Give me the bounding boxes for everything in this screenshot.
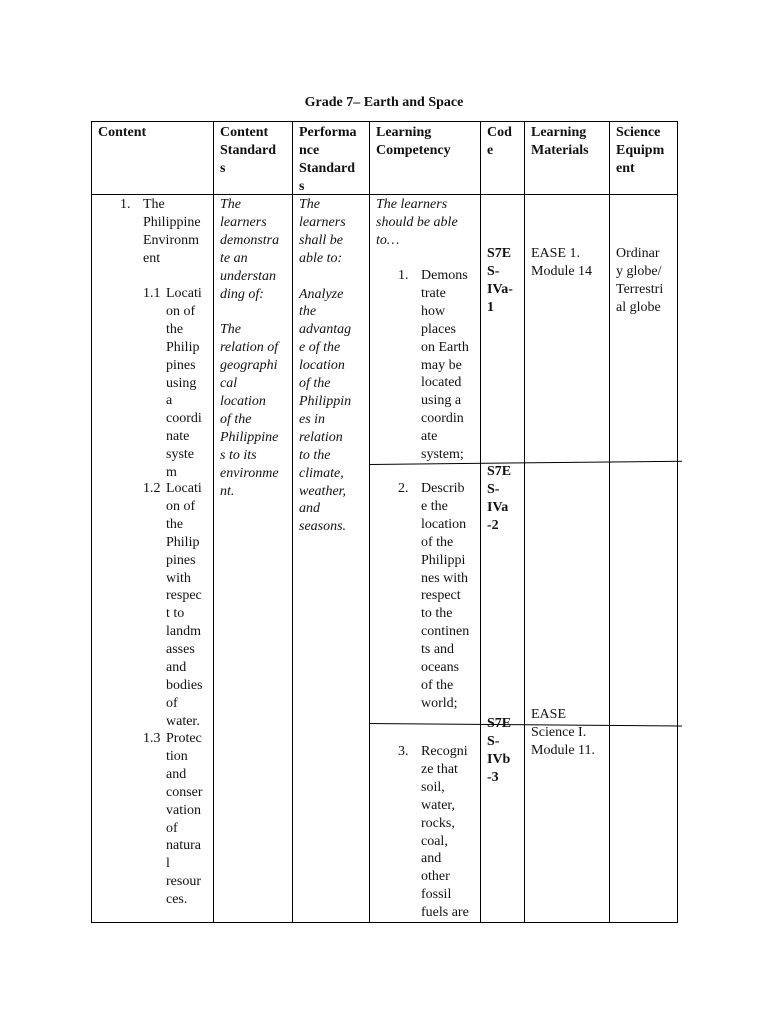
text-line: Science I.: [531, 724, 587, 740]
text-line: Philippi: [421, 552, 466, 568]
text-line: continen: [421, 624, 470, 640]
page-title: Grade 7– Earth and Space: [304, 95, 464, 110]
header-code: [487, 124, 512, 160]
text-line: fossil: [421, 887, 452, 903]
text-line: fuels are: [421, 905, 469, 921]
text-line: resour: [166, 874, 201, 890]
text-line: of the: [421, 534, 454, 550]
competency-item-describe: [421, 480, 469, 713]
text-line: The: [220, 197, 241, 212]
text-line: al globe: [616, 299, 661, 315]
text-line: S-: [487, 733, 500, 749]
text-line: and: [166, 766, 187, 782]
text-line: The learners: [376, 197, 448, 212]
text-line: of: [166, 820, 178, 836]
column-divider: [292, 121, 293, 923]
header-line: Science: [616, 125, 661, 140]
text-line: learners: [220, 214, 267, 230]
competency-item-number: 2.: [398, 481, 409, 496]
header-line: Standard: [299, 160, 356, 176]
subitem-protection-conservation: [166, 730, 203, 909]
text-line: using: [166, 375, 197, 391]
content-item-philippine-environment: [143, 196, 201, 268]
header-line: s: [299, 178, 305, 194]
text-line: respec: [166, 588, 202, 604]
text-line: demonstra: [220, 232, 280, 248]
text-line: IVa: [487, 499, 509, 515]
text-line: Philip: [166, 534, 200, 550]
header-science-equipment: [616, 124, 664, 178]
header-line: Standard: [220, 142, 277, 158]
header-line: s: [220, 160, 226, 176]
header-line: Cod: [487, 125, 512, 140]
text-line: Module 14: [531, 263, 593, 279]
competency-item-recognize: [421, 743, 469, 922]
text-line: oceans: [421, 660, 460, 676]
text-line: using a: [421, 393, 462, 409]
text-line: rocks,: [421, 815, 455, 831]
code-s7es-iva-2: [487, 463, 511, 535]
text-line: s to its: [220, 447, 257, 463]
text-line: EASE: [531, 707, 566, 722]
header-line: Learning: [531, 125, 587, 140]
text-line: the: [166, 321, 184, 337]
text-line: t to: [166, 606, 185, 622]
text-line: coal,: [421, 833, 448, 849]
header-line: Materials: [531, 142, 589, 158]
content-standards-text: [220, 196, 279, 500]
text-line: location: [421, 516, 467, 532]
text-line: soil,: [421, 779, 445, 795]
text-line: coordin: [421, 411, 464, 427]
text-line: Analyze: [299, 286, 344, 302]
text-line: understan: [220, 268, 276, 284]
text-line: nt.: [220, 483, 235, 499]
text-line: landm: [166, 624, 201, 640]
text-line: Philip: [166, 339, 200, 355]
header-line: Performa: [299, 125, 357, 140]
text-line: the: [299, 304, 317, 320]
text-line: asses: [166, 642, 195, 658]
text-line: located: [421, 375, 462, 391]
text-line: coordi: [166, 411, 202, 427]
text-line: on of: [166, 498, 196, 514]
table-border-left: [91, 121, 92, 923]
header-line: Content: [220, 125, 269, 140]
text-line: of the: [421, 677, 454, 693]
header-line: Content: [98, 125, 147, 140]
text-line: ze that: [421, 761, 458, 777]
header-line: Equipm: [616, 142, 665, 158]
text-line: Protec: [166, 731, 202, 746]
text-line: system;: [421, 447, 464, 463]
text-line: [220, 303, 279, 321]
text-line: relation: [299, 429, 343, 445]
subitem-number: 1.2: [143, 481, 161, 496]
text-line: The: [143, 197, 165, 212]
text-line: 1: [487, 299, 494, 315]
text-line: learners: [299, 214, 346, 230]
text-line: ding of:: [220, 286, 264, 302]
column-divider: [524, 121, 525, 923]
text-line: on of: [166, 303, 196, 319]
header-content-standards: [220, 124, 276, 178]
column-divider: [369, 121, 370, 923]
row-divider-slanted: [369, 461, 682, 465]
text-line: Locati: [166, 286, 202, 301]
text-line: location: [220, 393, 266, 409]
equipment-globe: [616, 245, 663, 317]
text-line: Ordinar: [616, 246, 660, 261]
text-line: water.: [166, 713, 200, 729]
table-border-top: [91, 121, 678, 122]
text-line: nes with: [421, 570, 469, 586]
subitem-number: 1.3: [143, 731, 161, 746]
text-line: ces.: [166, 892, 188, 908]
text-line: Locati: [166, 481, 202, 496]
text-line: syste: [166, 447, 194, 463]
code-s7es-iva-1: [487, 245, 513, 317]
text-line: Terrestri: [616, 281, 664, 297]
text-line: tion: [166, 748, 188, 764]
subitem-number: 1.1: [143, 286, 161, 301]
text-line: the: [166, 516, 184, 532]
header-line: e: [487, 142, 494, 158]
column-divider: [213, 121, 214, 923]
column-divider: [480, 121, 481, 923]
code-s7es-ivb-3: [487, 715, 511, 787]
text-line: es in: [299, 411, 326, 427]
text-line: EASE 1.: [531, 246, 580, 261]
text-line: te an: [220, 250, 248, 266]
text-line: environme: [220, 465, 279, 481]
text-line: Philippine: [143, 214, 201, 230]
text-line: and: [421, 851, 442, 867]
text-line: of the: [299, 376, 331, 392]
text-line: S-: [487, 481, 500, 497]
text-line: e of the: [299, 340, 341, 356]
text-line: climate,: [299, 465, 344, 481]
text-line: shall be: [299, 232, 343, 248]
table-border-bottom: [91, 922, 678, 923]
text-line: natura: [166, 838, 201, 854]
text-line: Module 11.: [531, 742, 596, 758]
text-line: IVa-: [487, 281, 513, 297]
text-line: to…: [376, 232, 400, 248]
text-line: The: [220, 322, 241, 338]
text-line: and: [166, 660, 187, 676]
text-line: of the: [220, 411, 252, 427]
text-line: water,: [421, 797, 456, 813]
text-line: y globe/: [616, 263, 662, 279]
text-line: location: [299, 358, 345, 374]
text-line: conser: [166, 784, 203, 800]
header-content: [98, 124, 146, 142]
text-line: with: [166, 570, 191, 586]
competency-intro: [376, 196, 458, 250]
text-line: S7E: [487, 464, 512, 479]
text-line: may be: [421, 357, 462, 373]
text-line: of: [166, 695, 178, 711]
text-line: Describ: [421, 481, 465, 496]
header-performance-standards: [299, 124, 357, 196]
text-line: S7E: [487, 246, 512, 261]
text-line: pines: [166, 552, 196, 568]
text-line: ent: [143, 250, 161, 266]
header-line: ent: [616, 160, 635, 176]
text-line: [299, 268, 351, 286]
performance-standards-text: [299, 196, 351, 536]
column-divider: [609, 121, 610, 923]
subitem-location-coordinate: [166, 285, 202, 482]
text-line: respect: [421, 588, 461, 604]
text-line: to the: [421, 606, 453, 622]
competency-item-number: 1.: [398, 268, 409, 283]
row-divider-slanted: [369, 723, 682, 726]
competency-item-number: 3.: [398, 744, 409, 759]
text-line: bodies: [166, 677, 203, 693]
text-line: Demons: [421, 268, 468, 283]
text-line: to the: [299, 447, 331, 463]
text-line: S-: [487, 263, 500, 279]
text-line: Philippine: [220, 429, 279, 445]
header-line: Competency: [376, 142, 451, 158]
text-line: geographi: [220, 358, 278, 374]
text-line: nate: [166, 429, 190, 445]
text-line: weather,: [299, 483, 347, 499]
competency-item-demonstrate: [421, 267, 469, 464]
text-line: The: [299, 197, 320, 212]
text-line: vation: [166, 802, 201, 818]
text-line: ate: [421, 429, 438, 445]
text-line: Environm: [143, 232, 199, 248]
text-line: how: [421, 303, 446, 319]
text-line: ts and: [421, 642, 455, 658]
text-line: other: [421, 869, 450, 885]
table-border-right: [677, 121, 678, 923]
text-line: world;: [421, 695, 458, 711]
text-line: S7E: [487, 716, 512, 731]
text-line: places: [421, 321, 456, 337]
subitem-location-landmasses: [166, 480, 203, 731]
text-line: pines: [166, 357, 196, 373]
text-line: trate: [421, 285, 446, 301]
text-line: Philippin: [299, 393, 352, 409]
material-ease-module-14: [531, 245, 592, 281]
header-learning-materials: [531, 124, 589, 160]
content-item-number: 1.: [120, 197, 131, 212]
text-line: -2: [487, 517, 499, 533]
text-line: seasons.: [299, 519, 347, 535]
header-line: Learning: [376, 125, 432, 140]
text-line: on Earth: [421, 339, 469, 355]
text-line: Recogni: [421, 744, 468, 759]
header-line: nce: [299, 142, 320, 158]
text-line: l: [166, 856, 170, 872]
text-line: advantag: [299, 322, 352, 338]
text-line: m: [166, 465, 177, 481]
text-line: -3: [487, 769, 499, 785]
text-line: e the: [421, 498, 448, 514]
material-ease-science-module-11: [531, 706, 595, 760]
text-line: and: [299, 501, 320, 517]
header-divider: [91, 194, 678, 195]
header-learning-competency: [376, 124, 451, 160]
text-line: should be able: [376, 214, 458, 230]
text-line: a: [166, 393, 173, 409]
text-line: able to:: [299, 250, 343, 266]
text-line: cal: [220, 376, 238, 392]
text-line: IVb: [487, 751, 511, 767]
text-line: relation of: [220, 340, 279, 356]
